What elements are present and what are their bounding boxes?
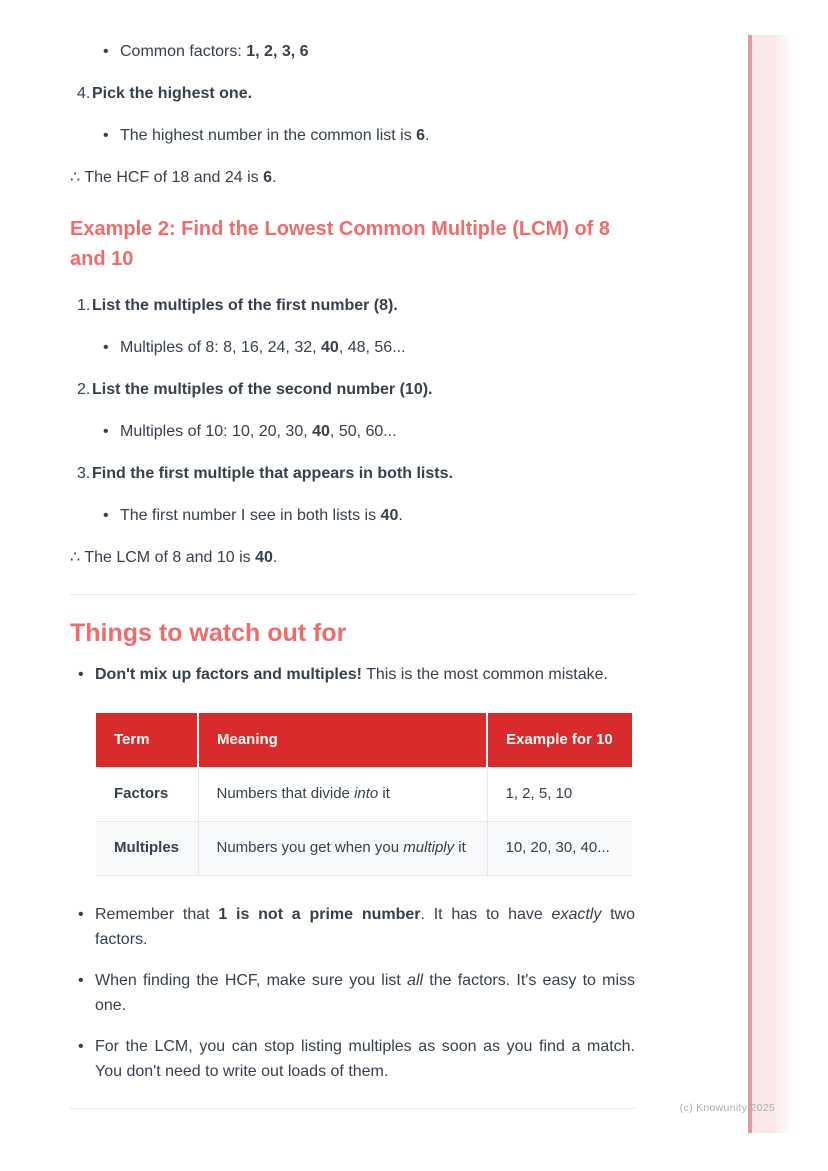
bullet-marker: •: [103, 127, 109, 144]
list-item-multiples-of-8: [70, 336, 635, 360]
table-cell-meaning: Numbers you get when you multiply it: [198, 821, 487, 875]
copyright-text: (c) Knowunity 2025: [679, 1102, 775, 1114]
list-item-common-factors: [70, 40, 635, 64]
hcf-conclusion: ∴ The HCF of 18 and 24 is 6.: [70, 169, 277, 186]
bullet-marker: •: [78, 905, 84, 923]
table-cell-example: 1, 2, 5, 10: [487, 767, 632, 821]
dont-mix-up-text: Don't mix up factors and multiples! This is the most common mistake.: [95, 666, 608, 683]
bullet-marker: •: [103, 507, 109, 524]
list-all-factors-text: When finding the HCF, make sure you list all the factors. It's easy to miss one.: [95, 971, 636, 1014]
list-item-multiples-of-10: [70, 420, 635, 444]
step1-title: List the multiples of the first number (8).: [92, 297, 398, 314]
document-content: [70, 30, 635, 1109]
table-cell-meaning: Numbers that divide into it: [198, 767, 487, 821]
table-header-meaning: Meaning: [198, 713, 487, 767]
example-2-heading: Example 2: Find the Lowest Common Multiple (LCM) of 8 and 10: [70, 218, 611, 270]
step2-title: List the multiples of the second number (10).: [92, 381, 433, 398]
step1-detail: Multiples of 8: 8, 16, 24, 32, 40, 48, 56...: [120, 339, 406, 356]
common-factors-text: Common factors: 1, 2, 3, 6: [120, 43, 309, 60]
section-divider: [70, 594, 635, 595]
bullet-marker: •: [78, 1037, 84, 1055]
table-header-row: [96, 713, 632, 767]
step-number: 4.: [77, 85, 91, 102]
list-item-highest-number: [70, 124, 635, 148]
bullet-marker: •: [103, 339, 109, 356]
tips-list: [70, 902, 635, 1084]
numbered-item-step2: [70, 378, 635, 402]
page-edge-stripe: [748, 35, 793, 1133]
table-header-example: Example for 10: [487, 713, 632, 767]
table-cell-example: 10, 20, 30, 40...: [487, 821, 632, 875]
bullet-marker: •: [78, 666, 84, 683]
table-cell-term: Multiples: [96, 821, 198, 875]
list-item-list-all-factors: [70, 968, 635, 1018]
lcm-conclusion: ∴ The LCM of 8 and 10 is 40.: [70, 549, 278, 566]
numbered-item-step1: [70, 294, 635, 318]
step-number: 2.: [77, 381, 91, 398]
table-cell-term: Factors: [96, 767, 198, 821]
numbered-item-step3: [70, 462, 635, 486]
step4-title: Pick the highest one.: [92, 85, 253, 102]
prime-number-text: Remember that 1 is not a prime number. It has to have exactly two factors.: [95, 905, 636, 948]
list-item-stop-listing: [70, 1034, 635, 1084]
comparison-table: [96, 713, 632, 876]
bullet-marker: •: [103, 423, 109, 440]
footer-divider: [70, 1108, 635, 1109]
list-item-dont-mix-up: [70, 663, 635, 687]
step3-title: Find the first multiple that appears in both lists.: [92, 465, 453, 482]
numbered-item-step4: [70, 82, 635, 106]
step-number: 1.: [77, 297, 91, 314]
bullet-marker: •: [103, 43, 109, 60]
bullet-marker: •: [78, 971, 84, 989]
step4-detail: The highest number in the common list is 6.: [120, 127, 430, 144]
table-row-multiples: [96, 821, 632, 875]
stop-listing-text: For the LCM, you can stop listing multiples as soon as you find a match. You don't need to write out loads of them.: [95, 1037, 635, 1080]
step2-detail: Multiples of 10: 10, 20, 30, 40, 50, 60...: [120, 423, 397, 440]
table-header-term: Term: [96, 713, 198, 767]
step3-detail: The first number I see in both lists is 40.: [120, 507, 403, 524]
things-to-watch-heading: Things to watch out for: [70, 619, 347, 647]
list-item-first-match: [70, 504, 635, 528]
list-item-prime-number: [70, 902, 635, 952]
step-number: 3.: [77, 465, 91, 482]
table-row-factors: [96, 767, 632, 821]
